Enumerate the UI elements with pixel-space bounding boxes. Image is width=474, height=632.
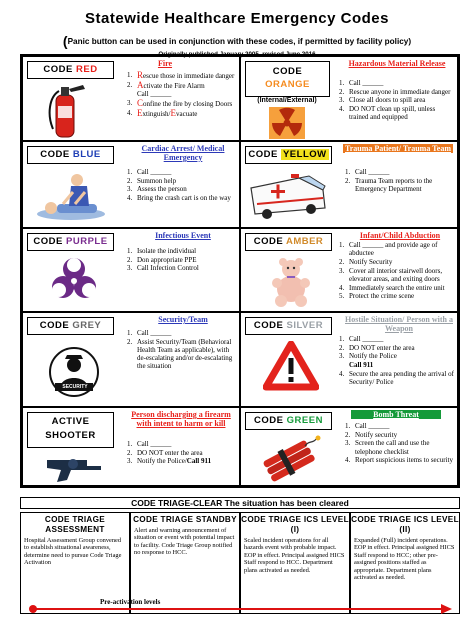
- dynamite-icon: [257, 434, 327, 482]
- code-red-step: 4. Extinguish/Evacuate: [127, 107, 198, 118]
- code-amber-subtitle: Infant/Child Abduction: [359, 231, 441, 240]
- code-amber-step: 3. Cover all interior stairwell doors, elevator areas, and exiting doors: [339, 266, 443, 283]
- code-blue-color-word: BLUE: [72, 149, 101, 160]
- code-grey-cell: [22, 312, 240, 407]
- code-amber-step: 5. Protect the crime scene: [339, 292, 415, 301]
- code-purple-color-word: PURPLE: [66, 236, 108, 247]
- subtitle-paren: (: [62, 33, 68, 49]
- code-blue-step: 2. Summon help: [127, 176, 177, 185]
- code-orange-label: CODE ORANGE: [245, 61, 330, 97]
- code-triage-clear-banner: CODE TRIAGE-CLEAR The situation has been cleared: [20, 497, 460, 509]
- triage-assessment-heading: CODE TRIAGE ASSESSMENT: [44, 515, 106, 534]
- call-911-text: Call 911: [186, 457, 212, 466]
- code-grey-step: 1. Call ______: [127, 329, 172, 337]
- code-amber-steps: [339, 241, 455, 301]
- code-red-color-word: RED: [76, 64, 98, 75]
- code-blue-label: CODE BLUE: [27, 146, 114, 164]
- page-title: Statewide Healthcare Emergency Codes: [85, 10, 389, 27]
- code-silver-step: Call 911: [349, 361, 374, 370]
- code-purple-cell: [22, 228, 240, 312]
- active-shooter-step: 3. Notify the Police/Call 911: [127, 457, 212, 466]
- code-silver-steps: [339, 335, 455, 387]
- code-green-step: 2. Notify security: [345, 430, 398, 439]
- code-red-step: Call ______: [137, 90, 172, 99]
- arrow-right-icon: [441, 603, 453, 615]
- code-amber-step: 1. Call ______ and provide age of abductee: [339, 241, 438, 258]
- ambulance-icon: [247, 168, 331, 222]
- triage-assessment-text: Hospital Assessment Group convened to establish situational awareness, determine need to pursue Code Triage Activation: [24, 537, 122, 567]
- biohazard-icon: [47, 253, 101, 307]
- code-amber-color-word: AMBER: [285, 236, 324, 247]
- code-red-steps: [127, 71, 237, 119]
- triage-ics-level-1-heading: CODE TRIAGE ICS LEVEL (I): [241, 515, 349, 534]
- triage-standby-heading: CODE TRIAGE STANDBY: [133, 515, 237, 524]
- code-grey-label: CODE GREY: [27, 317, 114, 335]
- warning-triangle-icon: [263, 341, 319, 391]
- code-orange-step: 4. DO NOT clean up spill, unless trained and equipped: [339, 105, 436, 122]
- triage-ics-level-2-heading: CODE TRIAGE ICS LEVEL (II): [351, 515, 459, 534]
- code-red-cell: [22, 56, 240, 141]
- code-yellow-color-word: YELLOW: [282, 149, 327, 160]
- code-grey-color-word: GREY: [72, 320, 102, 331]
- arrow-left-icon: [28, 604, 38, 614]
- subtitle-text: Panic button can be used in conjunction with these codes, if permitted by facility policy): [67, 37, 412, 46]
- code-grey-steps: [127, 329, 237, 371]
- radiation-icon: [269, 107, 305, 139]
- code-purple-label: CODE PURPLE: [27, 233, 114, 251]
- code-purple-steps: [127, 247, 237, 273]
- code-yellow-step: 1. Call ______: [345, 168, 390, 176]
- origin-note: Originally published January 2005, revised June 2016: [158, 51, 316, 58]
- code-orange-step: 3. Close all doors to spill area: [339, 96, 426, 105]
- code-purple-step: 1. Isolate the individual: [127, 247, 197, 255]
- code-grey-subtitle: Security/Team: [158, 315, 208, 324]
- code-yellow-label: CODE YELLOW: [245, 146, 332, 164]
- pre-activation-label: Pre-activation levels: [100, 598, 161, 606]
- code-blue-step: 4. Bring the crash cart is on the way: [127, 194, 231, 203]
- active-shooter-steps: [127, 440, 237, 466]
- code-yellow-subtitle: Trauma Patient/ Trauma Team: [345, 144, 451, 153]
- header: [0, 0, 474, 58]
- code-amber-label: CODE AMBER: [245, 233, 332, 251]
- code-green-step: 4. Report suspicious items to security: [345, 456, 453, 465]
- active-shooter-step: 2. DO NOT enter the area: [127, 448, 203, 457]
- page-subtitle: [0, 33, 474, 49]
- code-green-cell: [240, 407, 458, 486]
- code-green-step: 1. Call ______: [345, 422, 390, 430]
- security-guard-icon: [45, 343, 103, 401]
- triage-standby-text: Alert and warning announcement of situation or event with potential impact to facility. Code Triage Group notified no response to HCC.: [134, 527, 235, 557]
- triage-ics-level-1-text: Scaled incident operations for all hazards event with probable impact. EOP in effect. Principal assigned HICS Staff respond to HCC. Department plans activated as needed.: [244, 537, 345, 574]
- code-amber-step: 2. Notify Security: [339, 257, 393, 266]
- codes-grid: [20, 54, 460, 488]
- code-orange-cell: [240, 56, 458, 141]
- code-yellow-cell: [240, 141, 458, 228]
- code-blue-step: 1. Call ______: [127, 168, 172, 176]
- code-orange-subtitle: Hazardous Material Release: [348, 59, 446, 68]
- code-silver-color-word: SILVER: [286, 320, 324, 331]
- active-shooter-label: ACTIVE SHOOTER: [27, 412, 114, 448]
- code-green-steps: [345, 422, 455, 465]
- code-grey-step: 2. Assist Security/Team (Behavioral Health Team as applicable), with de-escalating and/or de-escalating the situation: [127, 337, 233, 371]
- triage-ics-level-1-box: [240, 512, 350, 614]
- code-red-label: CODE RED: [27, 61, 114, 79]
- code-silver-step: 2. DO NOT enter the area: [339, 343, 415, 352]
- code-red-step: 1. Rescue those in immediate danger: [127, 70, 235, 80]
- active-shooter-step: 1. Call ______: [127, 440, 172, 448]
- code-green-step: 3. Screen the call and use the telephone checklist: [345, 439, 430, 456]
- security-icon-label: SECURITY: [62, 384, 88, 390]
- code-purple-step: 2. Don appropriate PPE: [127, 255, 197, 264]
- code-orange-color-word: ORANGE: [265, 79, 310, 90]
- code-red-subtitle: Fire: [157, 59, 173, 68]
- triage-ics-level-2-text: Expanded (Full) incident operations. EOP in effect. Principal assigned HICS Staff respond to HCC; other pre-assigned positions staffed as appropriate. Department plans activated as needed.: [354, 537, 455, 582]
- code-orange-scope: (Internal/External): [257, 97, 317, 104]
- code-green-subtitle: Bomb Threat: [351, 410, 441, 419]
- code-purple-subtitle: Infectious Event: [155, 231, 211, 240]
- code-amber-cell: [240, 228, 458, 312]
- code-silver-subtitle: Hostile Situation/ Person with a Weapon: [344, 315, 453, 333]
- code-purple-step: 3. Call Infection Control: [127, 264, 199, 273]
- code-red-step: 3. Confine the fire by closing Doors: [127, 98, 233, 109]
- code-orange-steps: [339, 79, 455, 122]
- code-silver-label: CODE SILVER: [245, 317, 332, 335]
- code-red-step: 2. Activate the Fire Alarm: [127, 79, 205, 90]
- active-shooter-cell: [22, 407, 240, 486]
- cpr-icon: [31, 170, 109, 224]
- code-silver-step: 1. Call ______: [339, 335, 384, 343]
- code-blue-step: 3. Assess the person: [127, 185, 187, 194]
- code-amber-step: 4. Immediately search the entire unit: [339, 283, 445, 292]
- pre-activation-arrow: [34, 608, 446, 610]
- code-yellow-steps: [345, 168, 455, 194]
- code-silver-cell: [240, 312, 458, 407]
- code-green-color-word: GREEN: [286, 415, 323, 426]
- code-blue-cell: [22, 141, 240, 228]
- code-blue-subtitle: Cardiac Arrest/ Medical Emergency: [141, 144, 225, 162]
- code-blue-steps: [127, 168, 237, 203]
- revolver-icon: [43, 454, 103, 484]
- code-silver-step: 4. Secure the area pending the arrival of Security/ Police: [339, 369, 454, 387]
- code-orange-step: 2. Rescue anyone in immediate danger: [339, 87, 451, 96]
- triage-ics-level-2-box: [350, 512, 460, 614]
- teddy-bear-icon: [263, 255, 319, 309]
- code-orange-step: 1. Call ______: [339, 79, 384, 87]
- code-green-label: CODE GREEN: [245, 412, 332, 430]
- code-silver-step: 3. Notify the Police: [339, 352, 397, 361]
- fire-extinguisher-icon: [45, 81, 89, 139]
- active-shooter-subtitle: Person discharging a firearm with intent to harm or kill: [131, 410, 231, 428]
- code-yellow-step: 2. Trauma Team reports to the Emergency Department: [345, 176, 433, 193]
